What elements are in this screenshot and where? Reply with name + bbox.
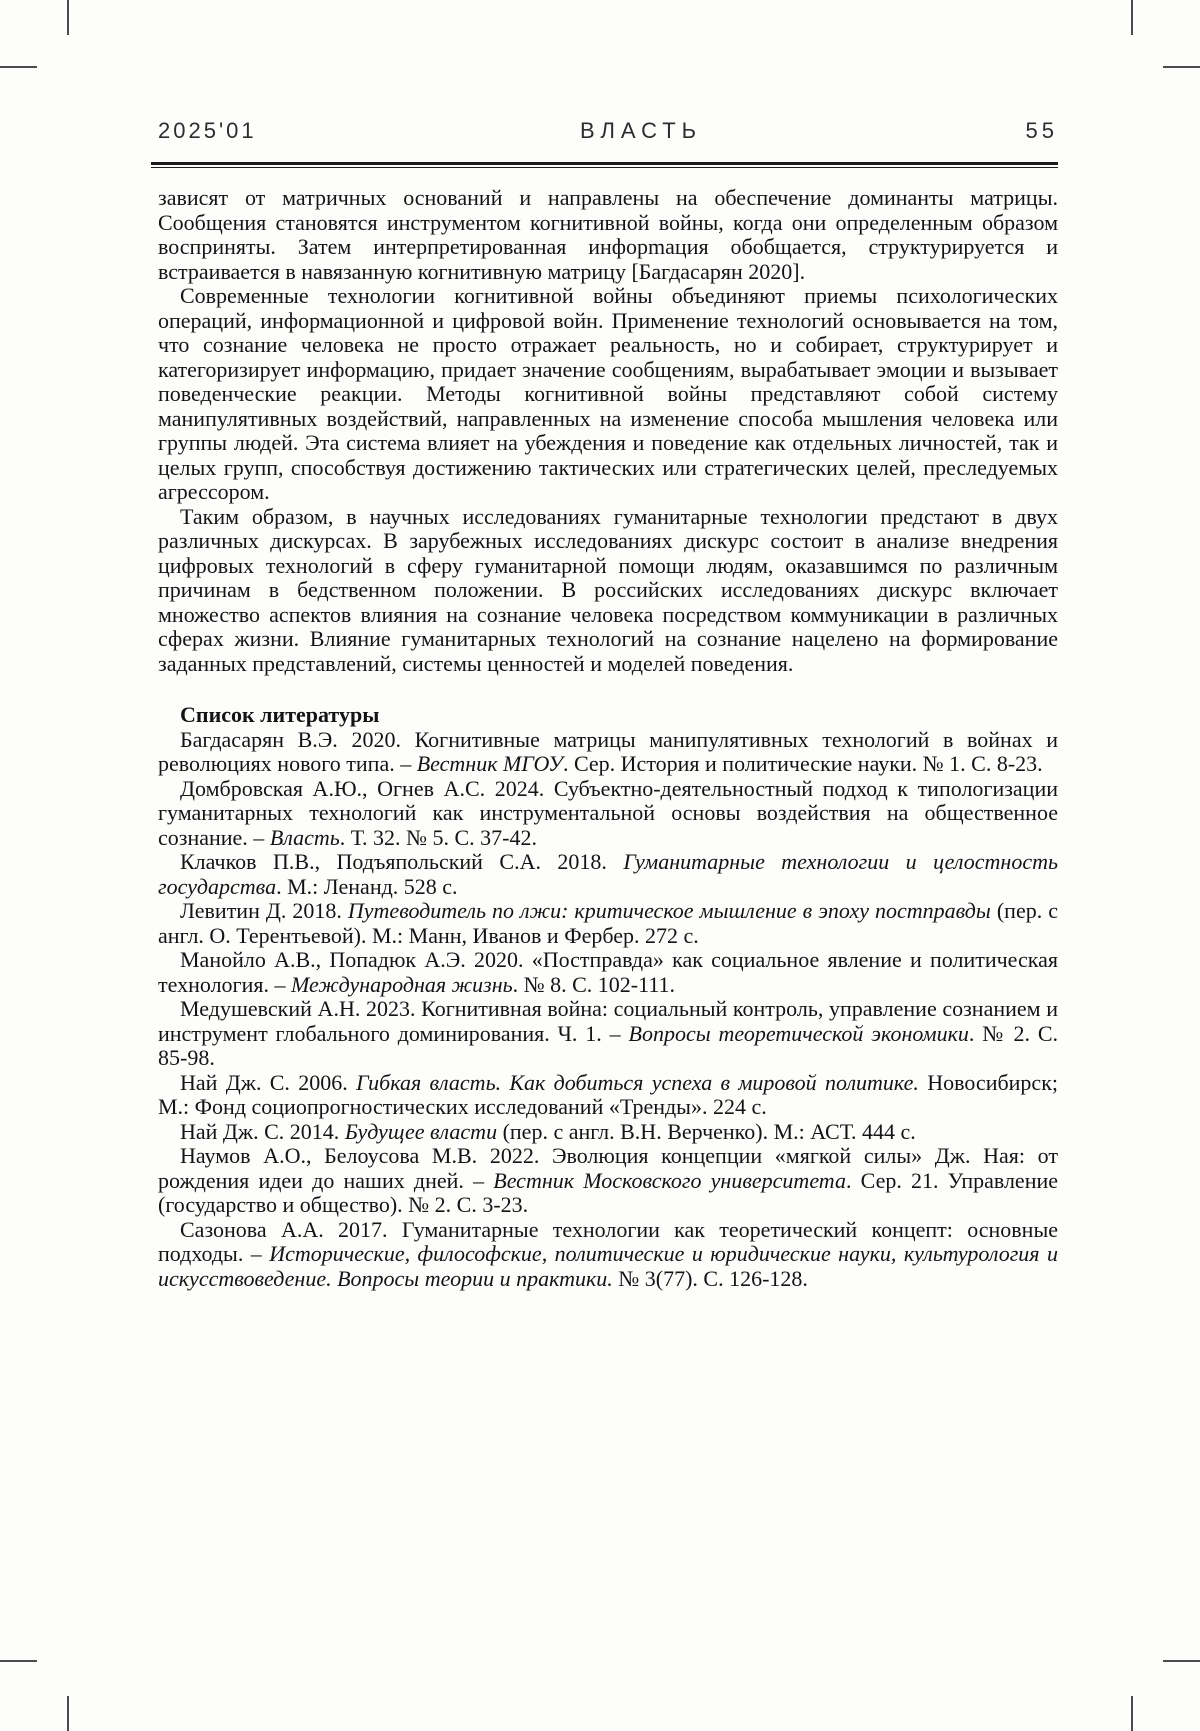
body-paragraphs <box>158 186 1058 676</box>
reference-text: (пер. с англ. О. Терентьевой). М.: Манн, Иванов и Фербер. 272 с. <box>158 898 1058 948</box>
reference-item <box>158 1144 1058 1218</box>
issue-label: 2025'01 <box>158 118 257 143</box>
running-head <box>158 118 1058 144</box>
reference-text: (пер. с англ. В.Н. Верченко). М.: АСТ. 444 с. <box>497 1118 916 1144</box>
reference-text: . № 2. С. 85-98. <box>158 1020 1058 1070</box>
reference-source-title: Международная жизнь <box>290 971 513 997</box>
reference-item <box>158 728 1058 777</box>
reference-text: Клачков П.В., Подъяпольский С.А. 2018. <box>180 849 624 874</box>
reference-item <box>158 777 1058 851</box>
reference-text: № 3(77). С. 126-128. <box>612 1265 808 1291</box>
text-column <box>158 186 1058 1291</box>
reference-text: . Сер. История и политические науки. № 1. С. 8-23. <box>562 751 1043 776</box>
reference-text: . Т. 32. № 5. С. 37-42. <box>339 824 538 850</box>
reference-item <box>158 1071 1058 1120</box>
crop-mark-bottom-left-vertical <box>67 1696 69 1731</box>
header-rule-thin <box>151 167 1058 168</box>
reference-text: . Сер. 21. Управление (государство и общество). № 2. С. 3-23. <box>158 1167 1059 1217</box>
reference-source-title: Будущее власти <box>344 1118 498 1144</box>
reference-source-title: Вопросы теоретической экономики <box>628 1020 969 1046</box>
reference-source-title: Гуманитарные технологии и целостность государства <box>158 849 1058 899</box>
reference-item <box>158 899 1058 948</box>
reference-text: Най Дж. С. 2006. <box>180 1069 357 1095</box>
reference-text: . № 8. С. 102-111. <box>512 971 675 997</box>
reference-source-title: Исторические, философские, политические и юридические науки, культурология и искусствоведение. Вопросы теории и практики. <box>158 1241 1058 1291</box>
crop-mark-bottom-right-vertical <box>1131 1696 1133 1731</box>
reference-text: Манойло А.В., Попадюк А.Э. 2020. «Постправда» как социальное явление и политическая технология. – <box>158 947 1058 997</box>
reference-text: Багдасарян В.Э. 2020. Когнитивные матрицы манипулятивных технологий в войнах и революциях нового типа. – <box>158 726 1058 776</box>
journal-title: ВЛАСТЬ <box>580 118 703 143</box>
reference-text: Сазонова А.А. 2017. Гуманитарные технологии как теоретический концепт: основные подходы. – <box>158 1216 1058 1266</box>
reference-source-title: Власть <box>269 824 340 850</box>
paragraph: зависят от матричных оснований и направлены на обеспечение доминанты матрицы. Сообщения становятся инструментом когнитивной войны, когда они определенным образом восприняты. Затем интерпретированная инфорmация обобщается, структурируется и встраивается в навязанную когнитивную матрицу [Багдасарян 2020]. <box>158 185 1058 284</box>
crop-mark-top-left-horizontal <box>0 66 37 68</box>
reference-item <box>158 1120 1058 1145</box>
reference-source-title: Вестник МГОУ <box>416 751 563 776</box>
reference-text: Медушевский А.Н. 2023. Когнитивная война: социальный контроль, управление сознанием и инструмент глобального доминирования. Ч. 1. – <box>158 996 1058 1046</box>
reference-item <box>158 948 1058 997</box>
reference-text: Левитин Д. 2018. <box>180 898 348 923</box>
reference-item <box>158 997 1058 1071</box>
reference-source-title: Путеводитель по лжи: критическое мышление в эпоху постправды <box>347 898 991 923</box>
paragraph: Таким образом, в научных исследованиях гуманитарные технологии предстают в двух различных дискурсах. В зарубежных исследованиях дискурс состоит в анализе внедрения цифровых технологий в сферу гуманитарной помощи людям, оказавшимся по различным причинам в бедственном положении. В российских исследованиях дискурс включает множество аспектов влияния на сознание человека посредством коммуникации в различных сферах жизни. Влияние гуманитарных технологий на сознание нацелено на формирование заданных представлений, системы ценностей и моделей поведения. <box>158 503 1058 676</box>
reference-text: Домбровская А.Ю., Огнев А.С. 2024. Субъектно-деятельностный подход к типологизации гуманитарных технологий как инструментальной основы воздействия на общественное сознание. – <box>158 775 1058 850</box>
reference-text: Новосибирск; М.: Фонд социопрогностических исследований «Тренды». 224 с. <box>158 1069 1058 1119</box>
crop-mark-top-right-vertical <box>1131 0 1133 35</box>
crop-mark-bottom-left-horizontal <box>0 1660 37 1662</box>
reference-source-title: Вестник Московского университета <box>493 1167 846 1193</box>
reference-text: . М.: Ленанд. 528 с. <box>276 873 458 899</box>
reference-text: Най Дж. С. 2014. <box>180 1118 345 1144</box>
header-rule-thick <box>151 162 1058 165</box>
crop-mark-bottom-right-horizontal <box>1163 1660 1200 1662</box>
reference-source-title: Гибкая власть. Как добиться успеха в мировой политике. <box>356 1069 919 1095</box>
reference-list <box>158 728 1058 1292</box>
reference-text: Наумов А.О., Белоусова М.В. 2022. Эволюция концепции «мягкой силы» Дж. Ная: от рождения идеи до наших дней. – <box>158 1143 1058 1193</box>
bibliography-heading: Список литературы <box>180 702 380 727</box>
crop-mark-top-right-horizontal <box>1163 66 1200 68</box>
reference-item <box>158 850 1058 899</box>
crop-mark-top-left-vertical <box>67 0 69 35</box>
page-number: 55 <box>1025 118 1058 143</box>
reference-item <box>158 1218 1058 1292</box>
paragraph: Современные технологии когнитивной войны объединяют приемы психологических операций, информационной и цифровой войн. Применение технологий основывается на том, что сознание человека не просто отражает реальность, но и собирает, структурирует и категоризирует информацию, придает значение сообщениям, вырабатывает эмоции и вызывает поведенческие реакции. Методы когнитивной войны представляют собой систему манипулятивных воздействий, направленных на изменение способа мышления человека или группы людей. Эта система влияет на убеждения и поведение как отдельных личностей, так и целых групп, способствуя достижению тактических или стратегических целей, преследуемых агрессором. <box>158 283 1058 504</box>
